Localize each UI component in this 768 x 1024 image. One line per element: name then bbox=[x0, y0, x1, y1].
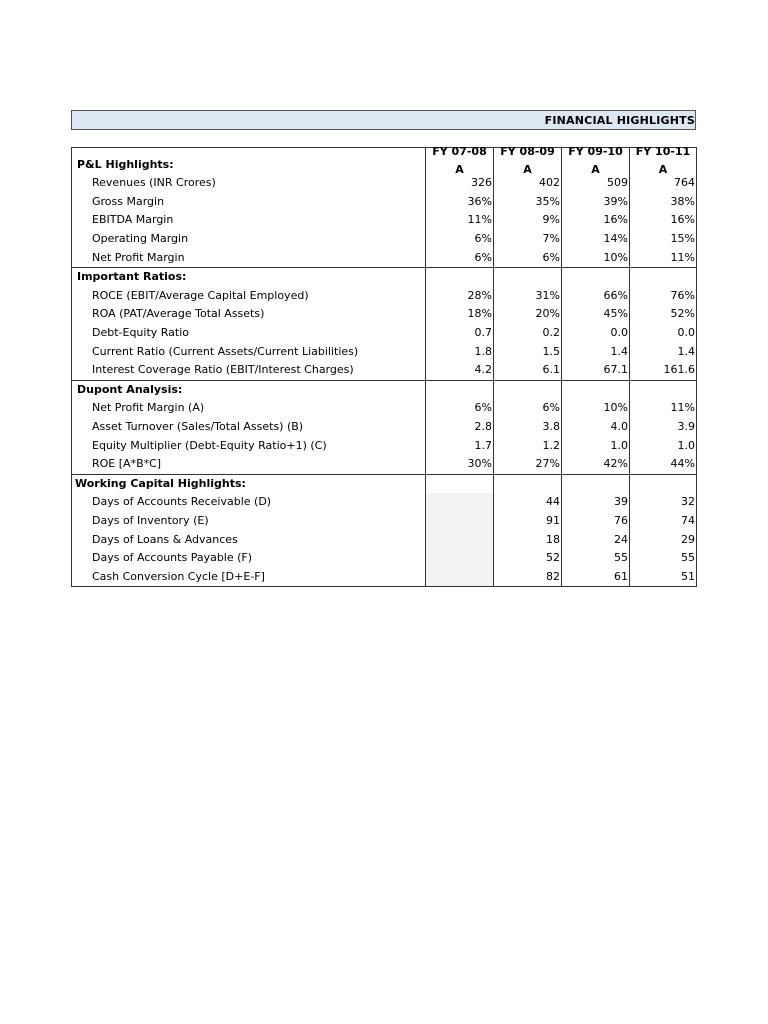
value-cell: 45% bbox=[562, 305, 630, 324]
value-cell: 52% bbox=[630, 305, 697, 324]
section-heading-row bbox=[72, 474, 697, 493]
value-cell: 27% bbox=[494, 455, 562, 474]
row-label: Days of Inventory (E) bbox=[72, 512, 426, 531]
row-label: Current Ratio (Current Assets/Current Liabilities) bbox=[72, 342, 426, 361]
row-label: Days of Loans & Advances bbox=[72, 530, 426, 549]
column-header-fy0708: FY 07-08 A bbox=[426, 148, 494, 175]
value-cell: 7% bbox=[494, 230, 562, 249]
row-label: Days of Accounts Payable (F) bbox=[72, 549, 426, 568]
empty-cell bbox=[630, 474, 697, 493]
value-cell: 11% bbox=[630, 399, 697, 418]
value-cell: 0.7 bbox=[426, 324, 494, 343]
value-cell: 35% bbox=[494, 193, 562, 212]
table-row bbox=[72, 530, 697, 549]
value-cell: 4.0 bbox=[562, 418, 630, 437]
row-label: Revenues (INR Crores) bbox=[72, 174, 426, 193]
section-heading-row bbox=[72, 380, 697, 399]
row-label: EBITDA Margin bbox=[72, 211, 426, 230]
value-cell: 3.9 bbox=[630, 418, 697, 437]
value-cell: 74 bbox=[630, 512, 697, 531]
value-cell: 39 bbox=[562, 493, 630, 512]
value-cell: 1.4 bbox=[630, 342, 697, 361]
table-row bbox=[72, 211, 697, 230]
value-cell: 509 bbox=[562, 174, 630, 193]
table-row bbox=[72, 361, 697, 380]
value-cell: 76 bbox=[562, 512, 630, 531]
value-cell: 44% bbox=[630, 455, 697, 474]
table-row bbox=[72, 567, 697, 586]
value-cell: 402 bbox=[494, 174, 562, 193]
value-cell: 11% bbox=[630, 248, 697, 267]
row-label: Asset Turnover (Sales/Total Assets) (B) bbox=[72, 418, 426, 437]
value-cell: 61 bbox=[562, 567, 630, 586]
value-cell: 42% bbox=[562, 455, 630, 474]
table-row bbox=[72, 549, 697, 568]
empty-cell bbox=[630, 380, 697, 399]
value-cell: 15% bbox=[630, 230, 697, 249]
value-cell: 0.0 bbox=[630, 324, 697, 343]
value-cell: 10% bbox=[562, 399, 630, 418]
value-cell: 6% bbox=[426, 248, 494, 267]
table-row bbox=[72, 193, 697, 212]
value-cell: 31% bbox=[494, 287, 562, 306]
value-cell: 38% bbox=[630, 193, 697, 212]
value-cell: 30% bbox=[426, 455, 494, 474]
value-cell: 6% bbox=[494, 248, 562, 267]
value-cell: 14% bbox=[562, 230, 630, 249]
value-cell: 1.5 bbox=[494, 342, 562, 361]
value-cell: 1.0 bbox=[630, 436, 697, 455]
empty-cell bbox=[426, 380, 494, 399]
value-cell: 18 bbox=[494, 530, 562, 549]
section-heading-row bbox=[72, 267, 697, 286]
value-cell: 1.0 bbox=[562, 436, 630, 455]
table-row bbox=[72, 174, 697, 193]
table-row bbox=[72, 455, 697, 474]
value-cell: 18% bbox=[426, 305, 494, 324]
row-label: Cash Conversion Cycle [D+E-F] bbox=[72, 567, 426, 586]
value-cell: 52 bbox=[494, 549, 562, 568]
table-row bbox=[72, 248, 697, 267]
empty-cell bbox=[494, 267, 562, 286]
row-label: Interest Coverage Ratio (EBIT/Interest Charges) bbox=[72, 361, 426, 380]
table-row bbox=[72, 324, 697, 343]
value-cell: 82 bbox=[494, 567, 562, 586]
section-heading-dupont: Dupont Analysis: bbox=[72, 380, 426, 399]
value-cell: 0.2 bbox=[494, 324, 562, 343]
value-cell: 2.8 bbox=[426, 418, 494, 437]
empty-cell bbox=[630, 267, 697, 286]
value-cell: 6% bbox=[426, 399, 494, 418]
value-cell: 20% bbox=[494, 305, 562, 324]
page-title: FINANCIAL HIGHLIGHTS bbox=[544, 114, 695, 127]
value-cell: 764 bbox=[630, 174, 697, 193]
row-label: ROCE (EBIT/Average Capital Employed) bbox=[72, 287, 426, 306]
table-row bbox=[72, 399, 697, 418]
value-cell: 91 bbox=[494, 512, 562, 531]
value-cell: 66% bbox=[562, 287, 630, 306]
value-cell: 29 bbox=[630, 530, 697, 549]
empty-cell bbox=[562, 380, 630, 399]
row-label: Gross Margin bbox=[72, 193, 426, 212]
value-cell bbox=[426, 493, 494, 512]
row-label: Days of Accounts Receivable (D) bbox=[72, 493, 426, 512]
empty-cell bbox=[426, 474, 494, 493]
title-bar bbox=[71, 110, 696, 130]
value-cell: 51 bbox=[630, 567, 697, 586]
empty-cell bbox=[562, 474, 630, 493]
empty-cell bbox=[426, 267, 494, 286]
row-label: Net Profit Margin (A) bbox=[72, 399, 426, 418]
value-cell bbox=[426, 549, 494, 568]
column-header-fy0910: FY 09-10 A bbox=[562, 148, 630, 175]
value-cell: 28% bbox=[426, 287, 494, 306]
value-cell: 55 bbox=[562, 549, 630, 568]
value-cell: 3.8 bbox=[494, 418, 562, 437]
header-row bbox=[72, 148, 697, 175]
value-cell: 1.8 bbox=[426, 342, 494, 361]
value-cell: 1.2 bbox=[494, 436, 562, 455]
value-cell bbox=[426, 512, 494, 531]
column-header-fy1011: FY 10-11 A bbox=[630, 148, 697, 175]
row-label: ROE [A*B*C] bbox=[72, 455, 426, 474]
section-heading-ratios: Important Ratios: bbox=[72, 267, 426, 286]
value-cell: 55 bbox=[630, 549, 697, 568]
value-cell: 24 bbox=[562, 530, 630, 549]
value-cell: 76% bbox=[630, 287, 697, 306]
row-label: Debt-Equity Ratio bbox=[72, 324, 426, 343]
financial-highlights-table bbox=[71, 147, 697, 587]
value-cell: 161.6 bbox=[630, 361, 697, 380]
row-label: Net Profit Margin bbox=[72, 248, 426, 267]
table-row bbox=[72, 512, 697, 531]
value-cell: 6% bbox=[426, 230, 494, 249]
value-cell: 4.2 bbox=[426, 361, 494, 380]
value-cell: 6.1 bbox=[494, 361, 562, 380]
empty-cell bbox=[494, 474, 562, 493]
table-row bbox=[72, 493, 697, 512]
section-heading-pl: P&L Highlights: bbox=[72, 148, 426, 175]
row-label: Equity Multiplier (Debt-Equity Ratio+1) (C) bbox=[72, 436, 426, 455]
value-cell: 1.4 bbox=[562, 342, 630, 361]
row-label: ROA (PAT/Average Total Assets) bbox=[72, 305, 426, 324]
table-row bbox=[72, 418, 697, 437]
value-cell: 9% bbox=[494, 211, 562, 230]
value-cell: 67.1 bbox=[562, 361, 630, 380]
table-row bbox=[72, 287, 697, 306]
value-cell: 326 bbox=[426, 174, 494, 193]
section-heading-wc: Working Capital Highlights: bbox=[72, 474, 426, 493]
table-row bbox=[72, 342, 697, 361]
row-label: Operating Margin bbox=[72, 230, 426, 249]
value-cell: 16% bbox=[562, 211, 630, 230]
empty-cell bbox=[562, 267, 630, 286]
value-cell: 1.7 bbox=[426, 436, 494, 455]
table-row bbox=[72, 305, 697, 324]
value-cell bbox=[426, 567, 494, 586]
value-cell bbox=[426, 530, 494, 549]
empty-cell bbox=[494, 380, 562, 399]
value-cell: 10% bbox=[562, 248, 630, 267]
value-cell: 11% bbox=[426, 211, 494, 230]
value-cell: 44 bbox=[494, 493, 562, 512]
value-cell: 6% bbox=[494, 399, 562, 418]
value-cell: 0.0 bbox=[562, 324, 630, 343]
value-cell: 16% bbox=[630, 211, 697, 230]
value-cell: 39% bbox=[562, 193, 630, 212]
column-header-fy0809: FY 08-09 A bbox=[494, 148, 562, 175]
table-row bbox=[72, 436, 697, 455]
value-cell: 32 bbox=[630, 493, 697, 512]
table-row bbox=[72, 230, 697, 249]
value-cell: 36% bbox=[426, 193, 494, 212]
